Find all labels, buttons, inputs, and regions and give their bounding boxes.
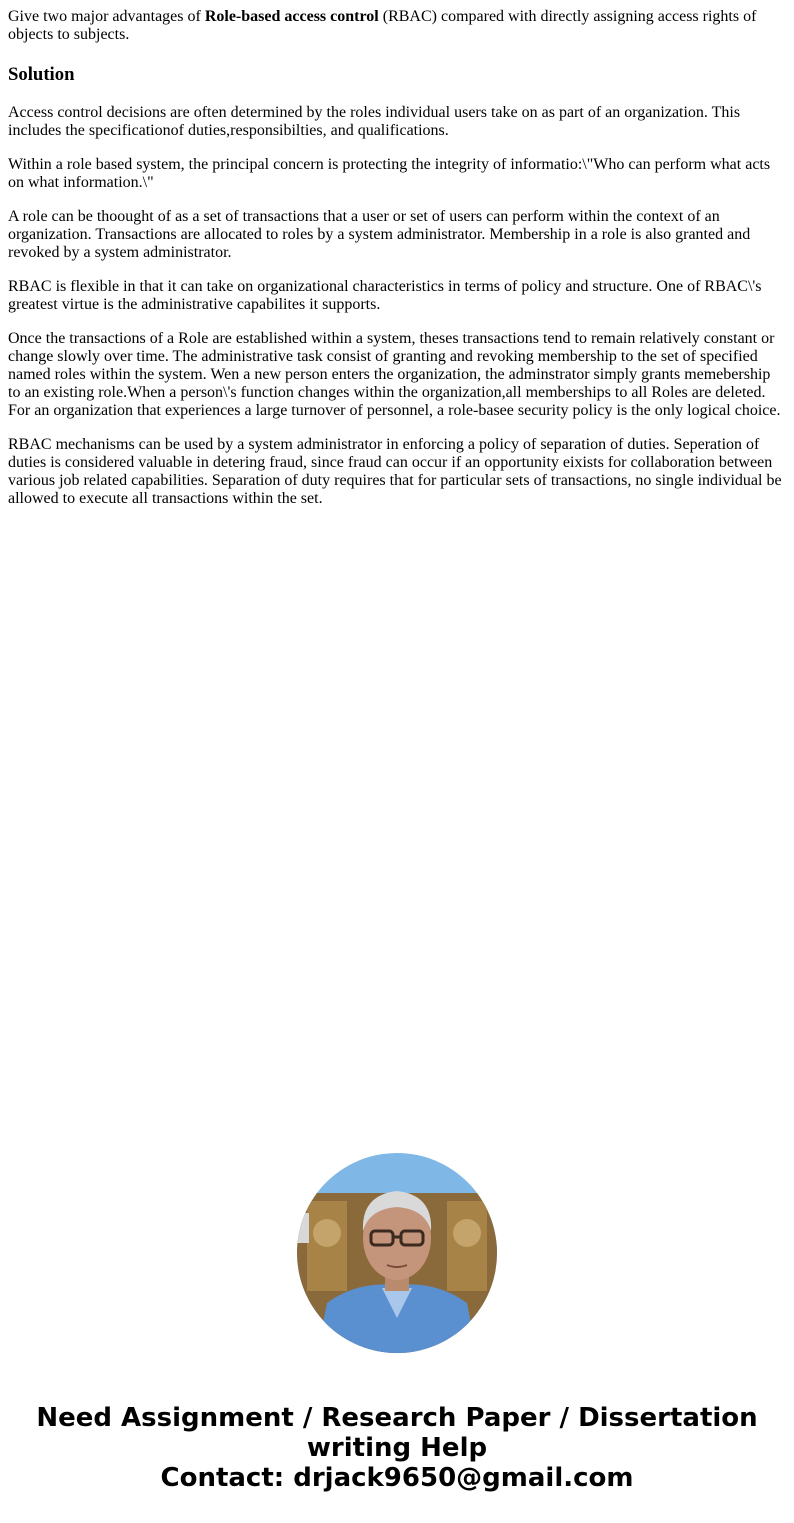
- solution-paragraph: RBAC is flexible in that it can take on organizational characteristics in terms of policy and structure. One of RBAC\'s greatest virtue is the administrative capabilites it supports.: [8, 278, 762, 313]
- question-bold-term: Role-based access control: [204, 8, 379, 25]
- footer-line: Need Assignment / Research Paper / Dissertation: [36, 1403, 758, 1433]
- footer-line: writing Help: [306, 1433, 488, 1463]
- footer-contact: Contact: drjack9650@gmail.com: [160, 1463, 634, 1493]
- question-prefix: Give two major advantages of: [8, 8, 205, 25]
- solution-paragraph: Access control decisions are often determined by the roles individual users take on as part of an organization. This includes the specificationof duties,responsibilties, and qualifications.: [8, 104, 741, 139]
- solution-paragraph: RBAC mechanisms can be used by a system administrator in enforcing a policy of separation of duties. Seperation of duties is considered valuable in detering fraud, since fraud can occur if an opportunity eixists for collaboration between various job related capabilities. Separation of duty requires that for particular sets of transactions, no single individual be allowed to execute all transactions within the set.: [8, 436, 782, 507]
- solution-heading: Solution: [8, 64, 75, 85]
- footer-banner: [0, 1403, 794, 1493]
- solution-paragraph: Within a role based system, the principal concern is protecting the integrity of informatio:\"Who can perform what acts on what information.\": [8, 156, 771, 191]
- person-photo-icon: [297, 1153, 497, 1353]
- question-text: [8, 8, 786, 44]
- solution-paragraph: A role can be thoought of as a set of transactions that a user or set of users can perform within the context of an organization. Transactions are allocated to roles by a system administrator. Membership in a role is also granted and revoked by a system administrator.: [8, 208, 751, 261]
- solution-paragraph: Once the transactions of a Role are established within a system, theses transactions tend to remain relatively constant or change slowly over time. The administrative task consist of granting and revoking membership to the set of specified named roles within the system. Wen a new person enters the organization, the adminstrator simply grants memebership to an existing role.When a person\'s function changes within the organization,all memberships to all Roles are deleted. For an organization that experiences a large turnover of personnel, a role-basee security policy is the only logical choice.: [8, 330, 781, 419]
- question-suffix: (RBAC) compared with directly assigning access rights of objects to subjects.: [8, 8, 757, 43]
- document-body: [8, 0, 786, 508]
